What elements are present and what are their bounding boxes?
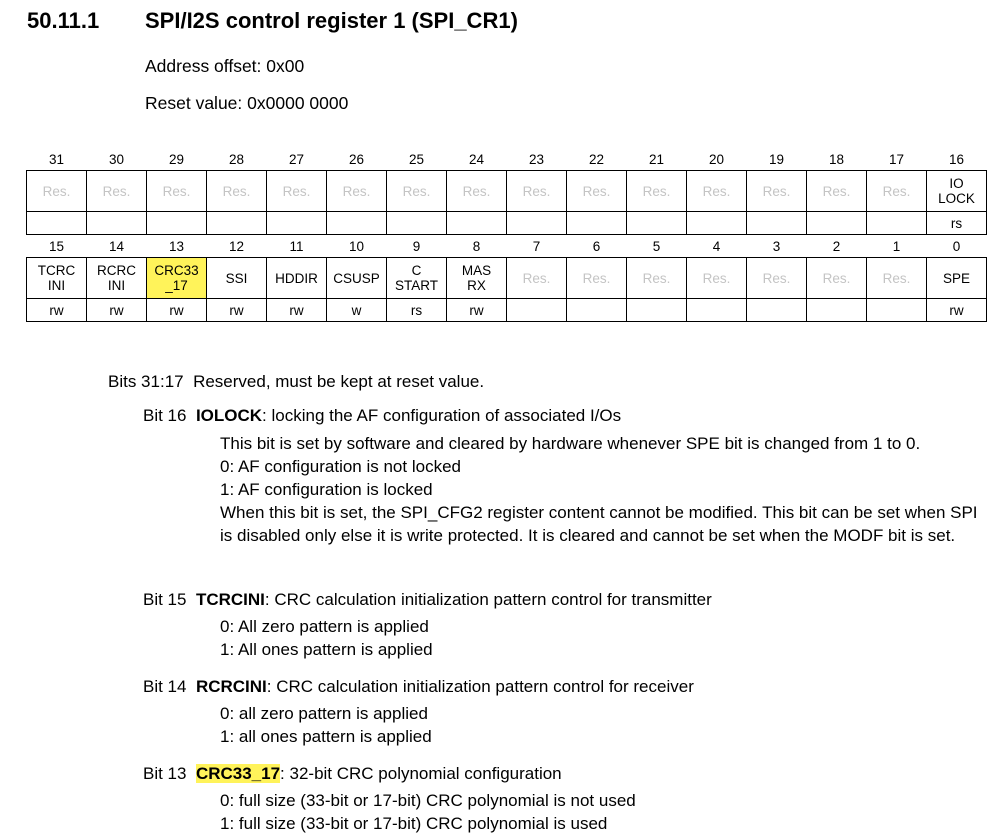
desc-rcrcini-body [220,702,990,748]
reserved-bit-field: Res. [507,171,567,212]
upper-access-row [27,212,987,235]
bit-access-type: rs [387,299,447,322]
bit-number: 24 [468,151,485,167]
bit-access-type [867,299,927,322]
desc-reserved-text: Reserved, must be kept at reset value. [193,372,485,391]
bit-number: 8 [472,238,481,254]
bit-access-type: rw [27,299,87,322]
bit-number: 25 [408,151,425,167]
bit-number: 18 [828,151,845,167]
bit-access-type [327,212,387,235]
bit-number: 22 [588,151,605,167]
reserved-bit-field: Res. [507,258,567,299]
desc-tcrcini-summary: : CRC calculation initialization pattern control for transmitter [264,590,712,609]
reserved-bit-field: Res. [807,258,867,299]
reset-value: Reset value: 0x0000 0000 [145,93,349,113]
bit-number: 12 [228,238,245,254]
reserved-bit-field: Res. [87,171,147,212]
desc-crc33-line2: 1: full size (33-bit or 17-bit) CRC polynomial is used [220,814,608,833]
bit-number: 6 [592,238,601,254]
desc-reserved [108,372,484,392]
bit-number: 14 [108,238,125,254]
reserved-bit-field: Res. [447,171,507,212]
bit-access-type [687,212,747,235]
desc-rcrcini-line2: 1: all ones pattern is applied [220,727,432,746]
bit-access-type: rw [927,299,987,322]
bit-number: 30 [108,151,125,167]
bit-number: 20 [708,151,725,167]
bit-access-type: rw [447,299,507,322]
desc-tcrcini-label: Bit 15 [143,590,187,609]
reserved-bit-field: Res. [27,171,87,212]
desc-crc33-name: CRC33_17 [195,764,281,783]
reserved-bit-field: Res. [627,258,687,299]
bit-number: 28 [228,151,245,167]
desc-rcrcini-header [143,677,694,697]
address-offset: Address offset: 0x00 [145,56,305,76]
bit-access-type [147,212,207,235]
bit-number: 2 [832,238,841,254]
bit-number: 9 [412,238,421,254]
desc-iolock-line2: 0: AF configuration is not locked [220,457,461,476]
reserved-bit-field: Res. [267,171,327,212]
bit-number: 13 [168,238,185,254]
desc-tcrcini-header [143,590,712,610]
reserved-bit-field: Res. [687,258,747,299]
bit-number: 23 [528,151,545,167]
bit-field-name: MAS RX [447,258,507,299]
bit-number: 16 [948,151,965,167]
bit-access-type [567,212,627,235]
bit-field-name: IO LOCK [927,171,987,212]
desc-tcrcini-body [220,615,990,661]
reserved-bit-field: Res. [567,171,627,212]
bit-access-type [27,212,87,235]
desc-rcrcini-name: RCRCINI [195,677,267,696]
bit-field-name: CSUSP [327,258,387,299]
desc-tcrcini-line2: 1: All ones pattern is applied [220,640,433,659]
reserved-bit-field: Res. [747,171,807,212]
bit-field-name-highlighted: CRC33 _17 [147,258,207,299]
desc-tcrcini-name: TCRCINI [195,590,265,609]
reserved-bit-field: Res. [147,171,207,212]
bit-number: 3 [772,238,781,254]
bit-access-type: rw [267,299,327,322]
bit-number: 21 [648,151,665,167]
reserved-bit-field: Res. [807,171,867,212]
bit-access-type [807,299,867,322]
bit-access-type [207,212,267,235]
bit-number: 5 [652,238,661,254]
desc-crc33-line1: 0: full size (33-bit or 17-bit) CRC polynomial is not used [220,791,636,810]
bit-number: 26 [348,151,365,167]
bit-access-type [447,212,507,235]
section-heading [27,8,518,34]
desc-rcrcini-label: Bit 14 [143,677,187,696]
reserved-bit-field: Res. [747,258,807,299]
bit-number: 19 [768,151,785,167]
bit-access-type: rw [207,299,267,322]
reserved-bit-field: Res. [867,258,927,299]
bit-access-type [627,299,687,322]
bit-field-name: TCRC INI [27,258,87,299]
bit-access-type [747,212,807,235]
bit-access-type [627,212,687,235]
desc-rcrcini-line1: 0: all zero pattern is applied [220,704,428,723]
bit-field-name: HDDIR [267,258,327,299]
desc-reserved-label: Bits 31:17 [108,372,184,391]
desc-crc33-summary: : 32-bit CRC polynomial configuration [280,764,562,783]
bit-access-type: rs [927,212,987,235]
bit-access-type: rw [87,299,147,322]
desc-rcrcini-summary: : CRC calculation initialization pattern control for receiver [266,677,694,696]
bit-number: 11 [289,238,304,254]
bit-number: 1 [892,238,901,254]
desc-tcrcini-line1: 0: All zero pattern is applied [220,617,429,636]
bit-field-name: SSI [207,258,267,299]
bit-access-type [507,299,567,322]
bit-access-type [807,212,867,235]
lower-field-name-row [27,258,987,299]
reserved-bit-field: Res. [567,258,627,299]
reserved-bit-field: Res. [867,171,927,212]
reserved-bit-field: Res. [207,171,267,212]
desc-iolock-line3: 1: AF configuration is locked [220,480,433,499]
bit-access-type [87,212,147,235]
bit-access-type [267,212,327,235]
desc-crc33-body [220,789,990,835]
desc-iolock-body [220,432,990,547]
bit-number: 31 [48,151,65,167]
desc-crc33-label: Bit 13 [143,764,187,783]
desc-iolock-line4: When this bit is set, the SPI_CFG2 register content cannot be modified. This bit can be set when SPI is disabled only else it is write protected. It is cleared and cannot be set when the MODF bit is set. [220,503,978,545]
desc-iolock-line1: This bit is set by software and cleared by hardware whenever SPE bit is changed from 1 to 0. [220,434,921,453]
lower-access-row [27,299,987,322]
bit-number: 10 [348,238,365,254]
upper-field-name-row [27,171,987,212]
bit-field-name: RCRC INI [87,258,147,299]
bit-number: 7 [532,238,541,254]
desc-iolock-label: Bit 16 [143,406,187,425]
bit-field-name: C START [387,258,447,299]
bit-access-type [747,299,807,322]
bit-number: 27 [288,151,305,167]
reserved-bit-field: Res. [327,171,387,212]
bit-field-name: SPE [927,258,987,299]
upper-bit-number-row [27,148,987,171]
desc-crc33-header [143,764,562,784]
reserved-bit-field: Res. [627,171,687,212]
bit-access-type [507,212,567,235]
bit-access-type: rw [147,299,207,322]
bit-number: 4 [712,238,721,254]
bit-access-type: w [327,299,387,322]
desc-iolock-summary: : locking the AF configuration of associated I/Os [262,406,622,425]
desc-iolock-name: IOLOCK [195,406,263,425]
desc-iolock-header [143,406,621,426]
bit-access-type [867,212,927,235]
section-number: 50.11.1 [27,8,100,33]
bit-number: 15 [48,238,65,254]
lower-bit-number-row [27,235,987,258]
bit-number: 29 [168,151,185,167]
bit-access-type [567,299,627,322]
bit-number: 0 [952,238,961,254]
register-bit-table [26,148,987,322]
reserved-bit-field: Res. [687,171,747,212]
bit-number: 17 [888,151,905,167]
reserved-bit-field: Res. [387,171,447,212]
bit-access-type [387,212,447,235]
section-title: SPI/I2S control register 1 (SPI_CR1) [145,8,518,33]
bit-access-type [687,299,747,322]
